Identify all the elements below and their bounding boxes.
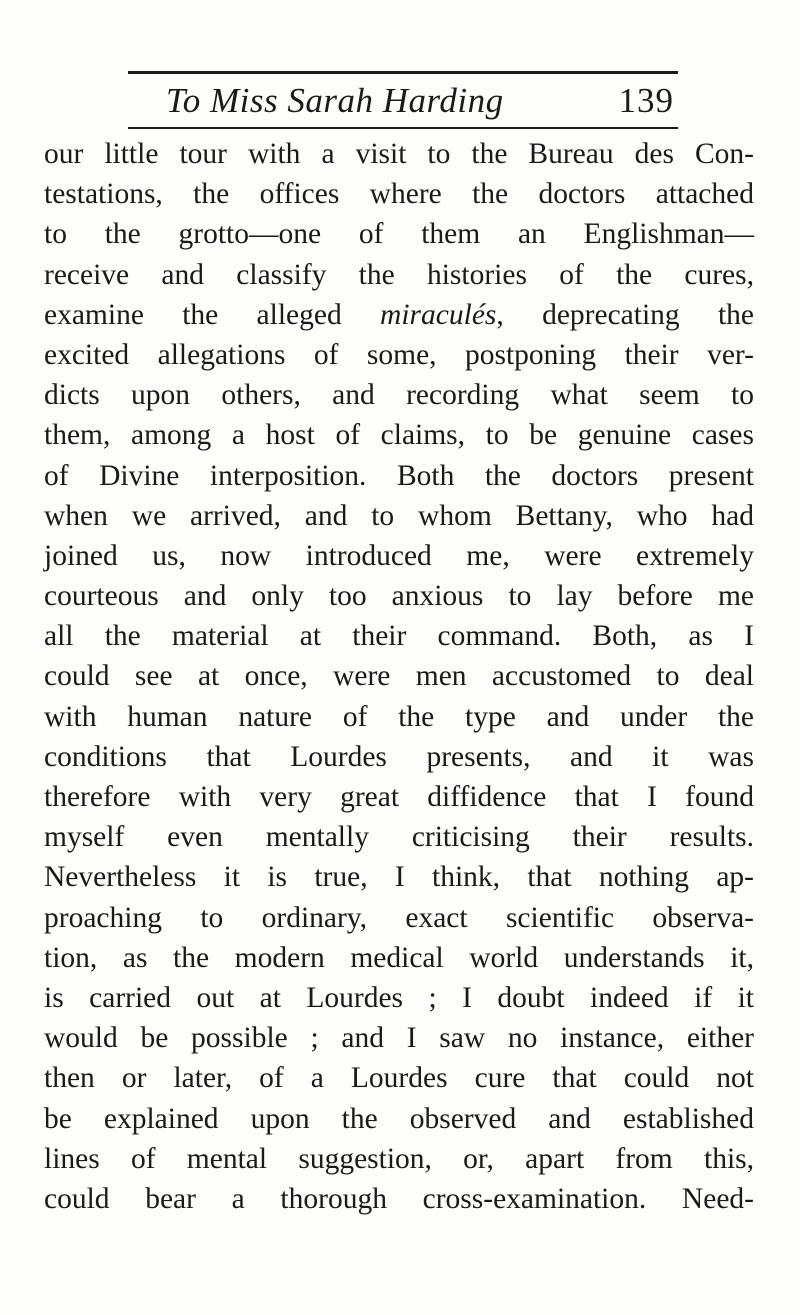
text-line bbox=[44, 295, 754, 335]
text-line: would be possible ; and I saw no instance, either bbox=[44, 1022, 754, 1055]
page-number: 139 bbox=[618, 81, 674, 120]
text-line: them, among a host of claims, to be genuine cases bbox=[44, 419, 754, 452]
text-line: could see at once, were men accustomed to deal bbox=[44, 660, 754, 693]
text-line: Nevertheless it is true, I think, that nothing ap- bbox=[44, 861, 754, 894]
text-line: of Divine interposition. Both the doctors present bbox=[44, 459, 754, 492]
text-line: proaching to ordinary, exact scientific observa- bbox=[44, 901, 754, 934]
text-segment: , deprecating the bbox=[496, 298, 754, 331]
text-line: be explained upon the observed and established bbox=[44, 1102, 754, 1135]
text-line: could bear a thorough cross-examination. Need- bbox=[44, 1182, 754, 1215]
text-line: myself even mentally criticising their results. bbox=[44, 821, 754, 854]
text-line: excited allegations of some, postponing their ver- bbox=[44, 338, 754, 371]
running-head bbox=[128, 78, 678, 124]
text-line: is carried out at Lourdes ; I doubt indeed if it bbox=[44, 981, 754, 1014]
text-line: then or later, of a Lourdes cure that could not bbox=[44, 1062, 754, 1095]
text-line: testations, the offices where the doctors attached bbox=[44, 178, 754, 211]
italic-term: miraculés bbox=[380, 298, 497, 331]
text-line: receive and classify the histories of the cures, bbox=[44, 258, 754, 291]
text-line: our little tour with a visit to the Bureau des Con- bbox=[44, 138, 754, 170]
text-line: lines of mental suggestion, or, apart from this, bbox=[44, 1142, 754, 1175]
text-segment: examine the alleged bbox=[44, 298, 381, 331]
text-line: conditions that Lourdes presents, and it was bbox=[44, 740, 754, 773]
body-text bbox=[44, 128, 784, 1219]
text-line: all the material at their command. Both, as I bbox=[44, 620, 754, 653]
text-line: when we arrived, and to whom Bettany, who had bbox=[44, 499, 754, 532]
text-line: tion, as the modern medical world understands it, bbox=[44, 941, 754, 974]
running-title: To Miss Sarah Harding bbox=[166, 81, 504, 120]
text-line: courteous and only too anxious to lay before me bbox=[44, 580, 754, 613]
text-line: to the grotto—one of them an Englishman— bbox=[44, 218, 754, 251]
text-line: joined us, now introduced me, were extremely bbox=[44, 539, 754, 572]
text-line: dicts upon others, and recording what seem to bbox=[44, 379, 754, 412]
header-rule-top bbox=[128, 71, 678, 74]
text-line: therefore with very great diffidence that I found bbox=[44, 781, 754, 813]
text-line: with human nature of the type and under the bbox=[44, 700, 754, 733]
